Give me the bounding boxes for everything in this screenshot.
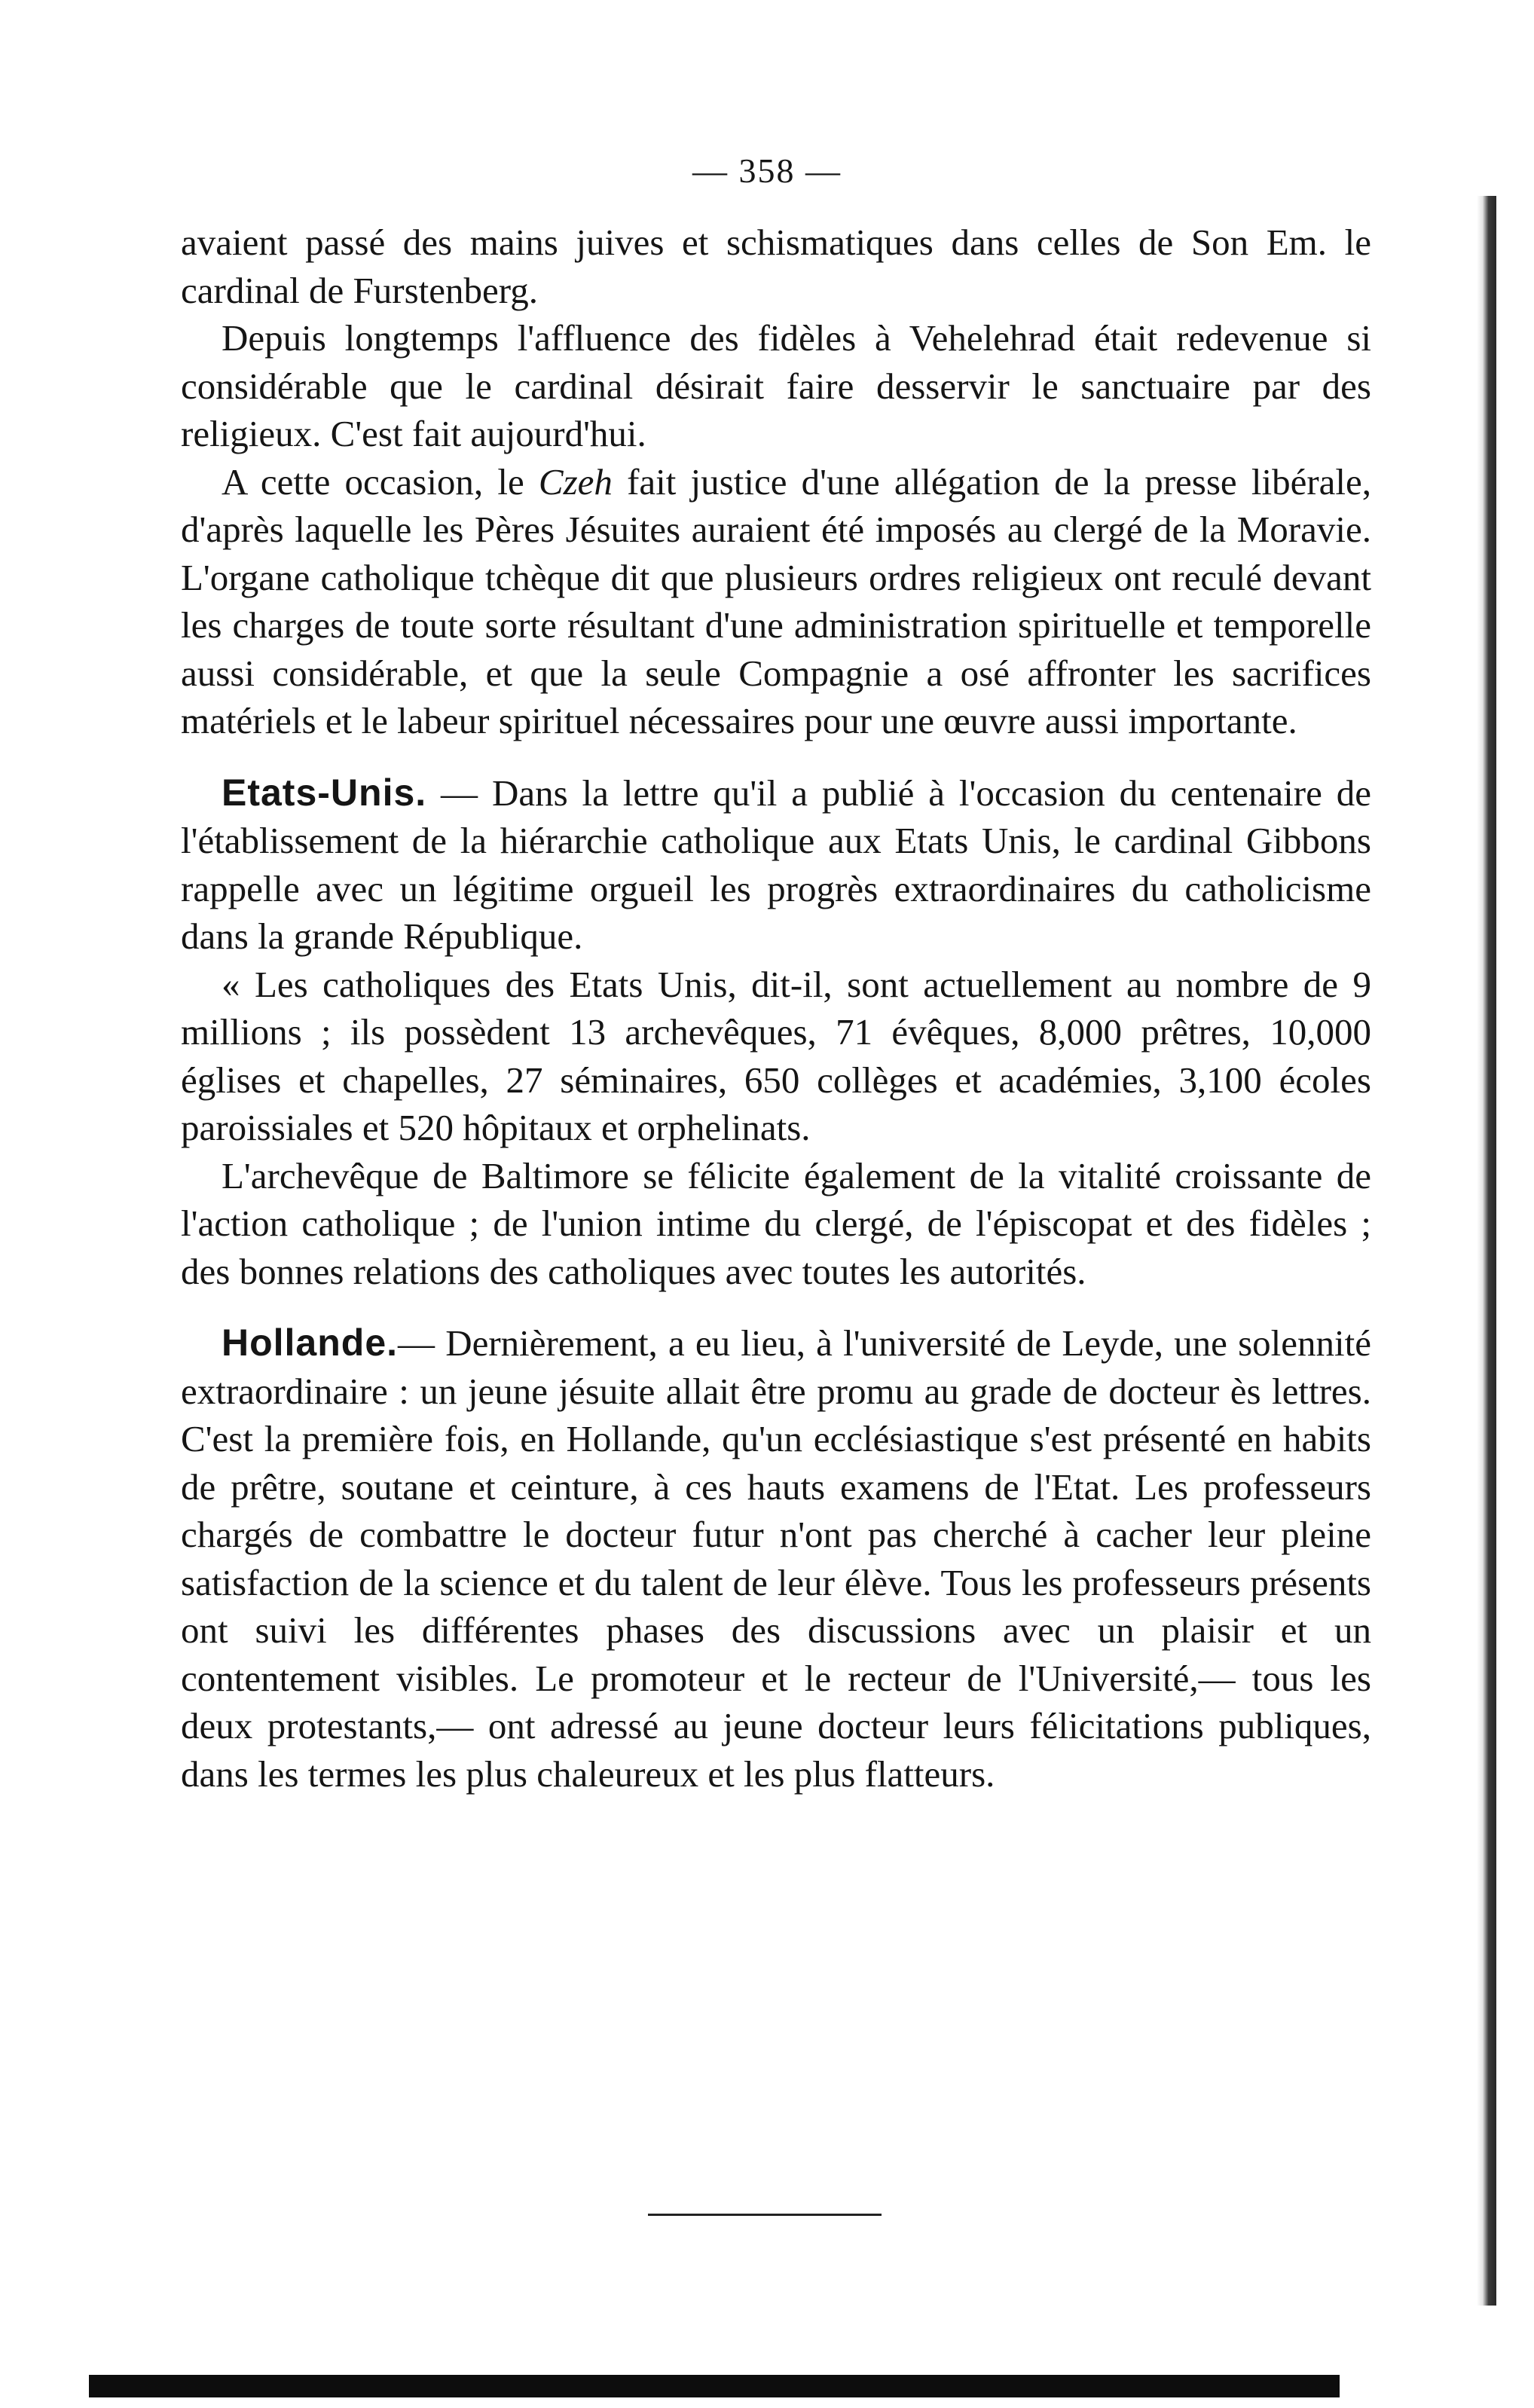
section-text-hollande: — Dernièrement, a eu lieu, à l'université de Leyde, une solennité extraordinaire : un jeune jésuite allait être promu au grade de docteur ès lettres. C'est la première fois, en Hollande, qu'un ecclésiastique s'est présenté en habits de prêtre, soutane et ceinture, à ces hauts examens de l'Etat. Les professeurs chargés de combattre le docteur futur n'ont pas cherché à cacher leur pleine satisfaction de la science et du talent de leur élève. Tous les professeurs présents ont suivi les différentes phases des discussions avec un plaisir et un contentement visibles. Le promoteur et le recteur de l'Université,— tous les deux protestants,— ont adressé au jeune docteur leurs félicitations publiques, dans les termes les plus chaleureux et les plus flatteurs. <box>181 1322 1371 1795</box>
page-number: — 358 — <box>692 151 842 190</box>
paragraph-czeh-start: A cette occasion, le <box>222 460 539 503</box>
section-etats-unis <box>181 769 1371 961</box>
scan-binding-edge <box>1477 196 1496 2306</box>
body-text <box>181 218 1371 1798</box>
paragraph-statistics-quote: « Les catholiques des Etats Unis, dit-il, sont actuellement au nombre de 9 millions ; ils possèdent 13 archevêques, 71 évêques, 8,000 prêtres, 10,000 églises et chapelles, 27 séminaires, 650 collèges et académies, 3,100 écoles paroissiales et 520 hôpitaux et orphelinats. <box>181 963 1371 1148</box>
paragraph-czeh-end: fait justice d'une allégation de la presse libérale, d'après laquelle les Pères Jésuites auraient été imposés au clergé de la Moravie. L'organe catholique tchèque dit que plusieurs ordres religieux ont reculé devant les charges de toute sorte résultant d'une administration spirituelle et temporelle aussi considérable, et que la seule Compagnie a osé affronter les sacrifices matériels et le labeur spirituel nécessaires pour une œuvre aussi importante. <box>181 460 1371 741</box>
end-rule-divider <box>648 2214 882 2216</box>
paragraph-czeh <box>181 458 1371 745</box>
section-text-etats-unis: — Dans la lettre qu'il a publié à l'occasion du centenaire de l'établissement de la hiérarchie catholique aux Etats Unis, le cardinal Gibbons rappelle avec un légitime orgueil les progrès extraordinaires du catholicisme dans la grande République. <box>181 772 1371 957</box>
paragraph-baltimore: L'archevêque de Baltimore se félicite également de la vitalité croissante de l'action catholique ; de l'union intime du clergé, de l'épiscopat et des fidèles ; des bonnes relations des catholiques avec toutes les autorités. <box>181 1154 1371 1292</box>
newspaper-title-czeh: Czeh <box>538 460 613 503</box>
paragraph-vehelehrad: Depuis longtemps l'affluence des fidèles à Vehelehrad était redevenue si considérable que le cardinal désirait faire desservir le sanctuaire par des religieux. C'est fait aujourd'hui. <box>181 317 1371 454</box>
section-hollande <box>181 1319 1371 1798</box>
scan-bottom-edge <box>89 2375 1340 2397</box>
section-heading-hollande: Hollande. <box>222 1322 399 1364</box>
section-heading-etats-unis: Etats-Unis. <box>222 771 427 814</box>
paragraph-continuation: avaient passé des mains juives et schismatiques dans celles de Son Em. le cardinal de Furstenberg. <box>181 222 1371 311</box>
